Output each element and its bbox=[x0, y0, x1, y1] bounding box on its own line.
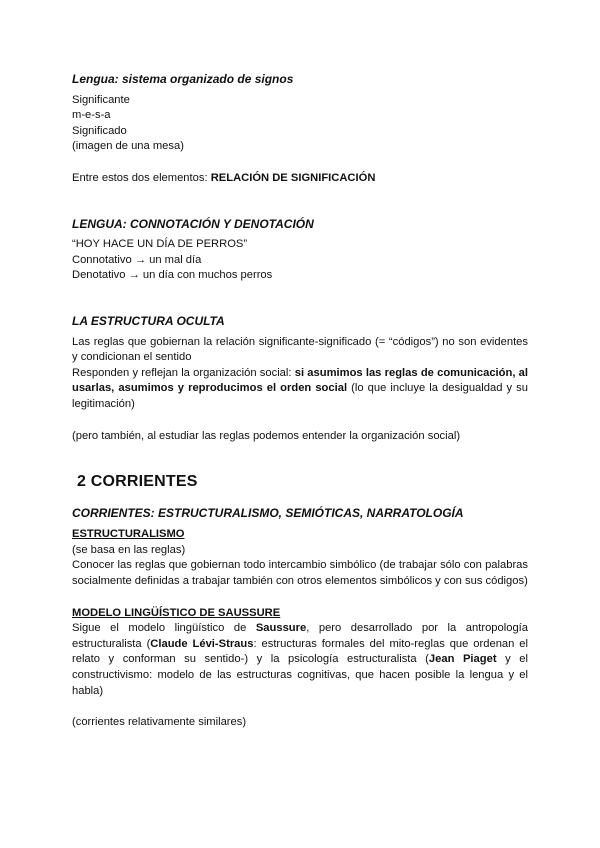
quote-perros: “HOY HACE UN DÍA DE PERROS” bbox=[72, 238, 248, 251]
paragraph-modelo-saussure bbox=[72, 621, 528, 699]
paragraph-conocer-reglas: Conocer las reglas que gobiernan todo intercambio simbólico (de trabajar sólo con palabras socialmente definidas a trabajar también con otros elementos simbólicos y con sus códigos) bbox=[72, 559, 528, 588]
p2-bold: si asumimos las reglas de comunicación, al usarlas, asumimos y reproducimos el orden social bbox=[72, 366, 528, 395]
mod-f: Jean Piaget bbox=[428, 653, 497, 666]
text-denotativo: Denotativo → un día con muchos perros bbox=[72, 269, 273, 282]
mod-e: : estructuras formales del mito-reglas que ordenan el relato y conforman su sentido-) y la psicología estructuralista ( bbox=[72, 637, 528, 666]
paragraph-pero-tambien: (pero también, al estudiar las reglas podemos entender la organización social) bbox=[72, 429, 461, 442]
relation-line bbox=[72, 171, 528, 187]
text-significado: Significado bbox=[72, 124, 127, 137]
mod-a: Sigue el modelo lingüístico de bbox=[72, 622, 256, 635]
mod-b: Saussure bbox=[255, 622, 307, 635]
p2-end: (lo que incluye la desigualdad y su legitimación) bbox=[72, 382, 528, 410]
section-title-lengua: Lengua: sistema organizado de signos bbox=[72, 72, 294, 86]
mod-d: Claude Lévi-Straus bbox=[150, 637, 254, 650]
relation-prefix: Entre estos dos elementos: bbox=[72, 171, 211, 184]
subheading-modelo-saussure: MODELO LINGÜÍSTICO DE SAUSSURE bbox=[72, 606, 281, 619]
document-page bbox=[72, 72, 528, 731]
text-imagen-mesa: (imagen de una mesa) bbox=[72, 140, 184, 153]
subheading-estructuralismo: ESTRUCTURALISMO bbox=[72, 528, 185, 541]
text-mesa: m-e-s-a bbox=[72, 109, 111, 122]
p2-start: Responden y reflejan la organización social: bbox=[72, 366, 295, 379]
heading-2-corrientes: 2 CORRIENTES bbox=[77, 473, 198, 491]
text-significante: Significante bbox=[72, 93, 130, 106]
paragraph-reglas: Las reglas que gobiernan la relación significante-significado (= “códigos”) no son evidentes y condicionan el sentido bbox=[72, 335, 528, 364]
mod-g: y el constructivismo: modelo de las estructuras cognitivas, que hacen posible la lengua y el habla) bbox=[72, 653, 528, 697]
text-connotativo: Connotativo → un mal día bbox=[72, 253, 202, 266]
section-title-estructura-oculta: LA ESTRUCTURA OCULTA bbox=[72, 313, 225, 328]
text-corrientes-similares: (corrientes relativamente similares) bbox=[72, 716, 247, 729]
relation-bold: RELACIÓN DE SIGNIFICACIÓN bbox=[210, 171, 376, 184]
section-title-connotacion: LENGUA: CONNOTACIÓN Y DENOTACIÓN bbox=[72, 216, 314, 231]
text-se-basa: (se basa en las reglas) bbox=[72, 543, 186, 556]
mod-c: , pero desarrollado por la antropología estructuralista ( bbox=[72, 622, 528, 650]
paragraph-responden bbox=[72, 366, 528, 413]
section-title-corrientes: CORRIENTES: ESTRUCTURALISMO, SEMIÓTICAS, NARRATOLOGÍA bbox=[72, 505, 464, 520]
